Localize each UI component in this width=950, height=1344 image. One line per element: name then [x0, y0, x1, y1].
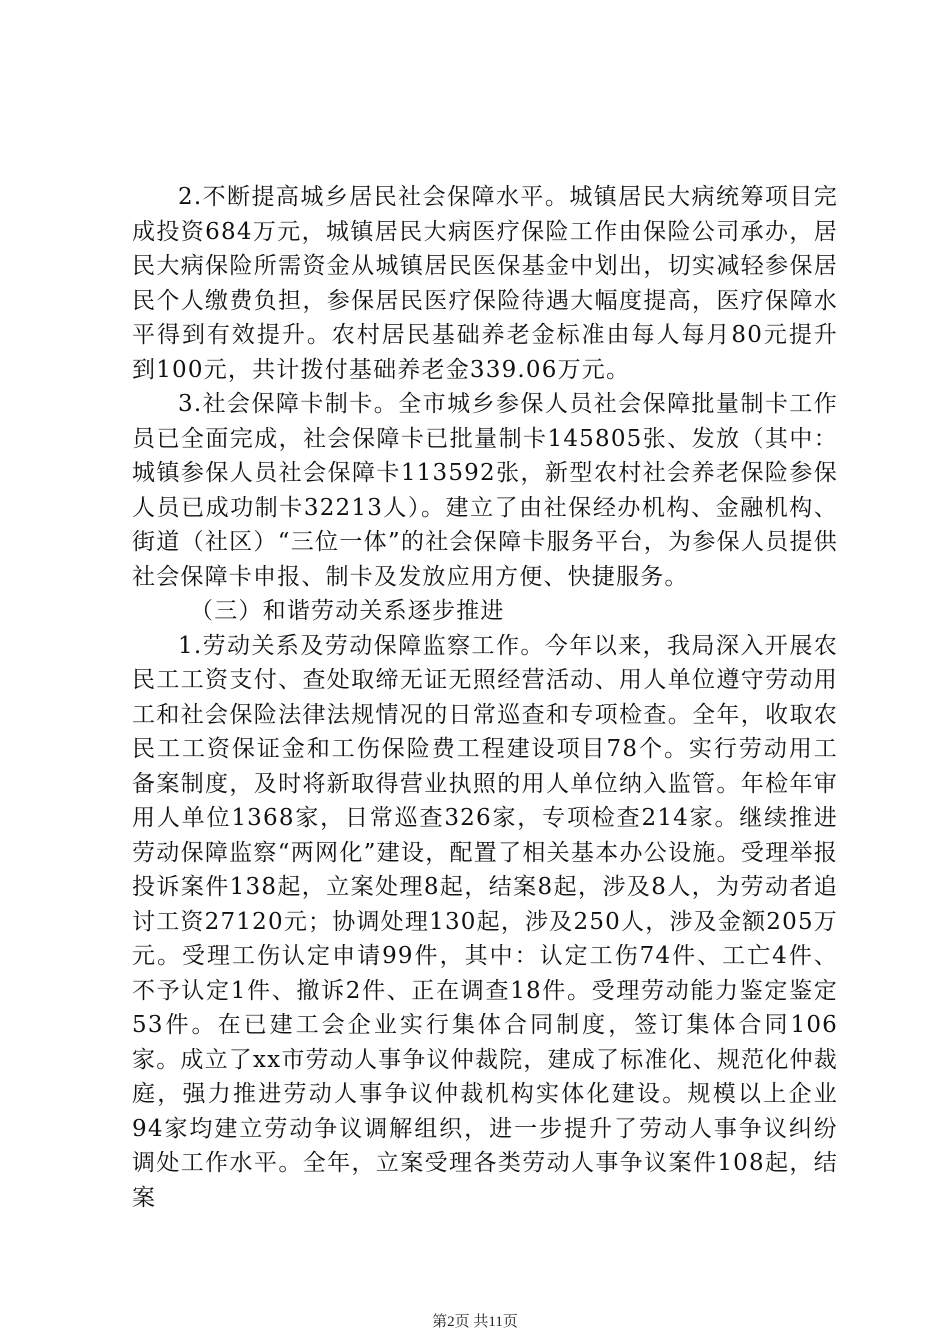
section-heading: （三）和谐劳动关系逐步推进: [190, 598, 505, 624]
page-footer: 第2页 共11页: [432, 1314, 518, 1330]
paragraph-social-security-card: 3.社会保障卡制卡。全市城乡参保人员社会保障批量制卡工作员已全面完成，社会保障卡已批量制卡145805张、发放（其中：城镇参保人员社会保障卡113592张，新型农村社会养老保险参保人员已成功制卡32213人）。建立了由社保经办机构、金融机构、街道（社区）“三位一体”的社会保障卡服务平台，为参保人员提供社会保障卡申报、制卡及发放应用方便、快捷服务。: [132, 391, 838, 590]
paragraph-labor-relations: 1.劳动关系及劳动保障监察工作。今年以来，我局深入开展农民工工资支付、查处取缔无证无照经营活动、用人单位遵守劳动用工和社会保险法律法规情况的日常巡查和专项检查。全年，收取农民工工资保证金和工伤保险费工程建设项目78个。实行劳动用工备案制度，及时将新取得营业执照的用人单位纳入监管。年检年审用人单位1368家，日常巡查326家，专项检查214家。继续推进劳动保障监察“两网化”建设，配置了相关基本办公设施。受理举报投诉案件138起，立案处理8起，结案8起，涉及8人，为劳动者追讨工资27120元；协调处理130起，涉及250人，涉及金额205万元。受理工伤认定申请99件，其中：认定工伤74件、工亡4件、不予认定1件、撤诉2件、正在调查18件。受理劳动能力鉴定鉴定53件。在已建工会企业实行集体合同制度，签订集体合同106家。成立了xx市劳动人事争议仲裁院，建成了标准化、规范化仲裁庭，强力推进劳动人事争议仲裁机构实体化建设。规模以上企业94家均建立劳动争议调解组织，进一步提升了劳动人事争议纠纷调处工作水平。全年，立案受理各类劳动人事争议案件108起，结案: [132, 632, 838, 1211]
paragraph-social-security-level: 2.不断提高城乡居民社会保障水平。城镇居民大病统筹项目完成投资684万元，城镇居民大病医疗保险工作由保险公司承办，居民大病保险所需资金从城镇居民医保基金中划出，切实减轻参保居民个人缴费负担，参保居民医疗保险待遇大幅度提高，医疗保障水平得到有效提升。农村居民基础养老金标准由每人每月80元提升到100元，共计拨付基础养老金339.06万元。: [132, 184, 838, 383]
document-body: [132, 180, 838, 1215]
